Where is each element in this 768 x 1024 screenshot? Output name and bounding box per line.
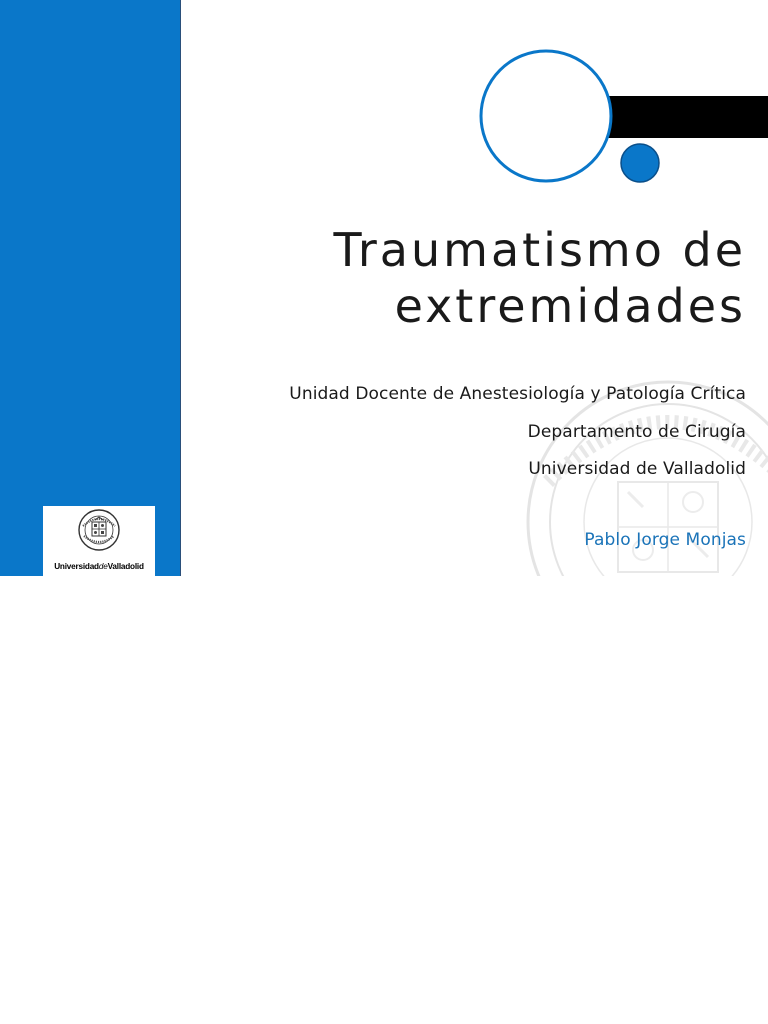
university-logo — [43, 506, 155, 576]
large-ring — [481, 51, 611, 181]
teaching-unit: Unidad Docente de Anestesiología y Patología Crítica — [289, 384, 746, 404]
blank-page-area — [0, 576, 768, 1024]
dark-banner-bar — [608, 96, 768, 138]
title-line-1: Traumatismo de — [333, 223, 746, 277]
decorative-circles — [470, 40, 768, 200]
slide-title — [246, 222, 746, 334]
university-logo-text: UniversidaddeValladolid — [54, 562, 144, 571]
small-dot — [621, 144, 659, 182]
author-name: Pablo Jorge Monjas — [584, 530, 746, 550]
department: Departamento de Cirugía — [527, 422, 746, 442]
left-blue-sidebar — [0, 0, 181, 576]
university-seal-icon — [77, 508, 121, 552]
university-name: Universidad de Valladolid — [528, 459, 746, 479]
title-line-2: extremidades — [394, 279, 746, 333]
